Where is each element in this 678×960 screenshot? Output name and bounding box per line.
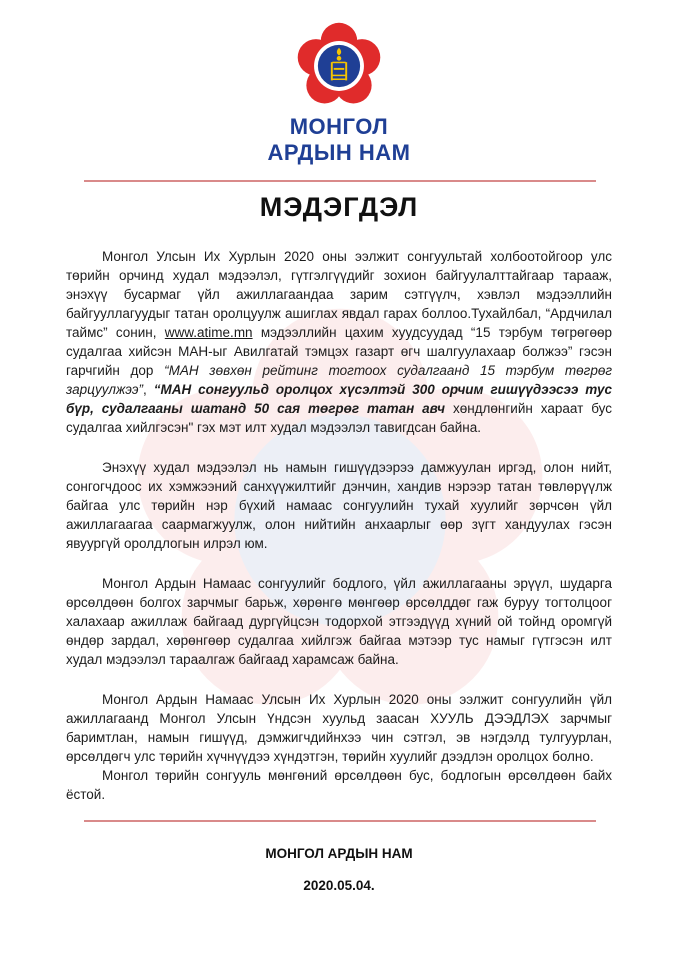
paragraph-1-part-d: хөндлөнгийн хараат бус судалгаа хийлгэсэн" гэх мэт илт худал мэдээлэл тавигдсан байна.: [66, 401, 613, 435]
party-name-line-1: МОНГОЛ: [289, 114, 389, 139]
paragraph-1-part-b: мэдээллийн цахим хуудсуудад “15 тэрбум төгрөгөөр судалгаа хийсэн МАН-ыг Авилгатай тэмцэх газарт өгч шалгуулахаар болжээ” гэсэн гарчгийн дор: [66, 325, 612, 378]
signature-date: 2020.05.04.: [303, 878, 375, 893]
paragraph-1-quote-1: “МАН зөвхөн рейтинг тогтоох судалгаанд 15 тэрбум төгрөг зарцуулжээ”: [66, 363, 612, 397]
header-divider: [84, 180, 596, 182]
paragraph-4: Монгол Ардын Намаас Улсын Их Хурлын 2020 оны ээлжит сонгуулийн үйл ажиллагаанд Монгол Улсын Үндсэн хуульд заасан ХУУЛЬ ДЭЭДЛЭХ зарчмыг баримтлан, намын гишүүд, дэмжигчдийнхээ чин сэтгэл, эв нэгдэлд тулгуурлан, өрсөлдөгч улс төрийн хүчнүүдээ хүндэтгэн, төрийн хуулийг дээдлэн оролцох болно.: [66, 692, 612, 764]
document-title: МЭДЭГДЭЛ: [259, 192, 419, 222]
paragraph-1-part-c: ,: [143, 382, 154, 397]
signature-organization: МОНГОЛ АРДЫН НАМ: [265, 846, 413, 861]
party-name-line-2: АРДЫН НАМ: [267, 140, 411, 165]
paragraph-2: Энэхүү худал мэдээлэл нь намын гишүүдээрээ дамжуулан иргэд, олон нийт, сонгогчдоос их хэмжээний санхүүжилтийг дэнчин, хандив нэрээр татан төвлөрүүлж байгаа улс төрийн нэр бүхий намаас сонгуулийн тухай хуулийг зөрчсөн үйл ажиллагаагаа саармагжуулж, олон нийтийн анхаарлыг өөр зүгт хандуулах гэсэн явуургүй оролдлогын илрэл юм.: [66, 460, 612, 551]
mongolian-peoples-party-emblem-icon: [291, 18, 387, 114]
statement-body: [66, 247, 612, 825]
atime-link[interactable]: www.atime.mn: [164, 325, 253, 340]
paragraph-1-quote-2: “МАН сонгуульд оролцох хүсэлтэй 300 орчим гишүүдээсээ тус бүр, судалгааны шатанд 50 сая төгрөг татан авч: [66, 382, 612, 416]
paragraph-3: Монгол Ардын Намаас сонгуулийг бодлого, үйл ажиллагааны эрүүл, шударга өрсөлдөөн болгох зарчмыг барьж, хөрөнгө мөнгөөр өрсөлддөг гаж буруу тогтолцоог халахаар ажиллаж байгаад дургүйцсэн тодорхой этгээдүүд хүний ой тойнд оромгүй өндөр зардал, хөрөнгөөр судалгаа хийлгэж байгаа мэтээр тус намыг гүтгэсэн илт худал мэдээлэл тараалгаж байгаад харамсаж байна.: [66, 576, 612, 667]
party-logo: [0, 18, 678, 166]
footer-divider: [84, 820, 596, 822]
paragraph-1-part-a: Монгол Улсын Их Хурлын 2020 оны ээлжит сонгуультай холбоотойгоор улс төрийн орчинд худал мэдээлэл, гүтгэлгүүдийг зохион байгуулалттайгаар тарааж, энэхүү бусармаг үйл ажиллагаандаа зарим сэтгүүлч, хэвлэл мэдээллийн байгууллагуудыг татан оролцуулж ашиглах явдал гарах боллоо.Тухайлбал, “Ардчилал таймс” сонин,: [66, 249, 612, 340]
paragraph-1: [66, 247, 612, 437]
paragraph-5: Монгол төрийн сонгууль мөнгөний өрсөлдөөн бус, бодлогын өрсөлдөөн байх ёстой.: [66, 768, 612, 802]
